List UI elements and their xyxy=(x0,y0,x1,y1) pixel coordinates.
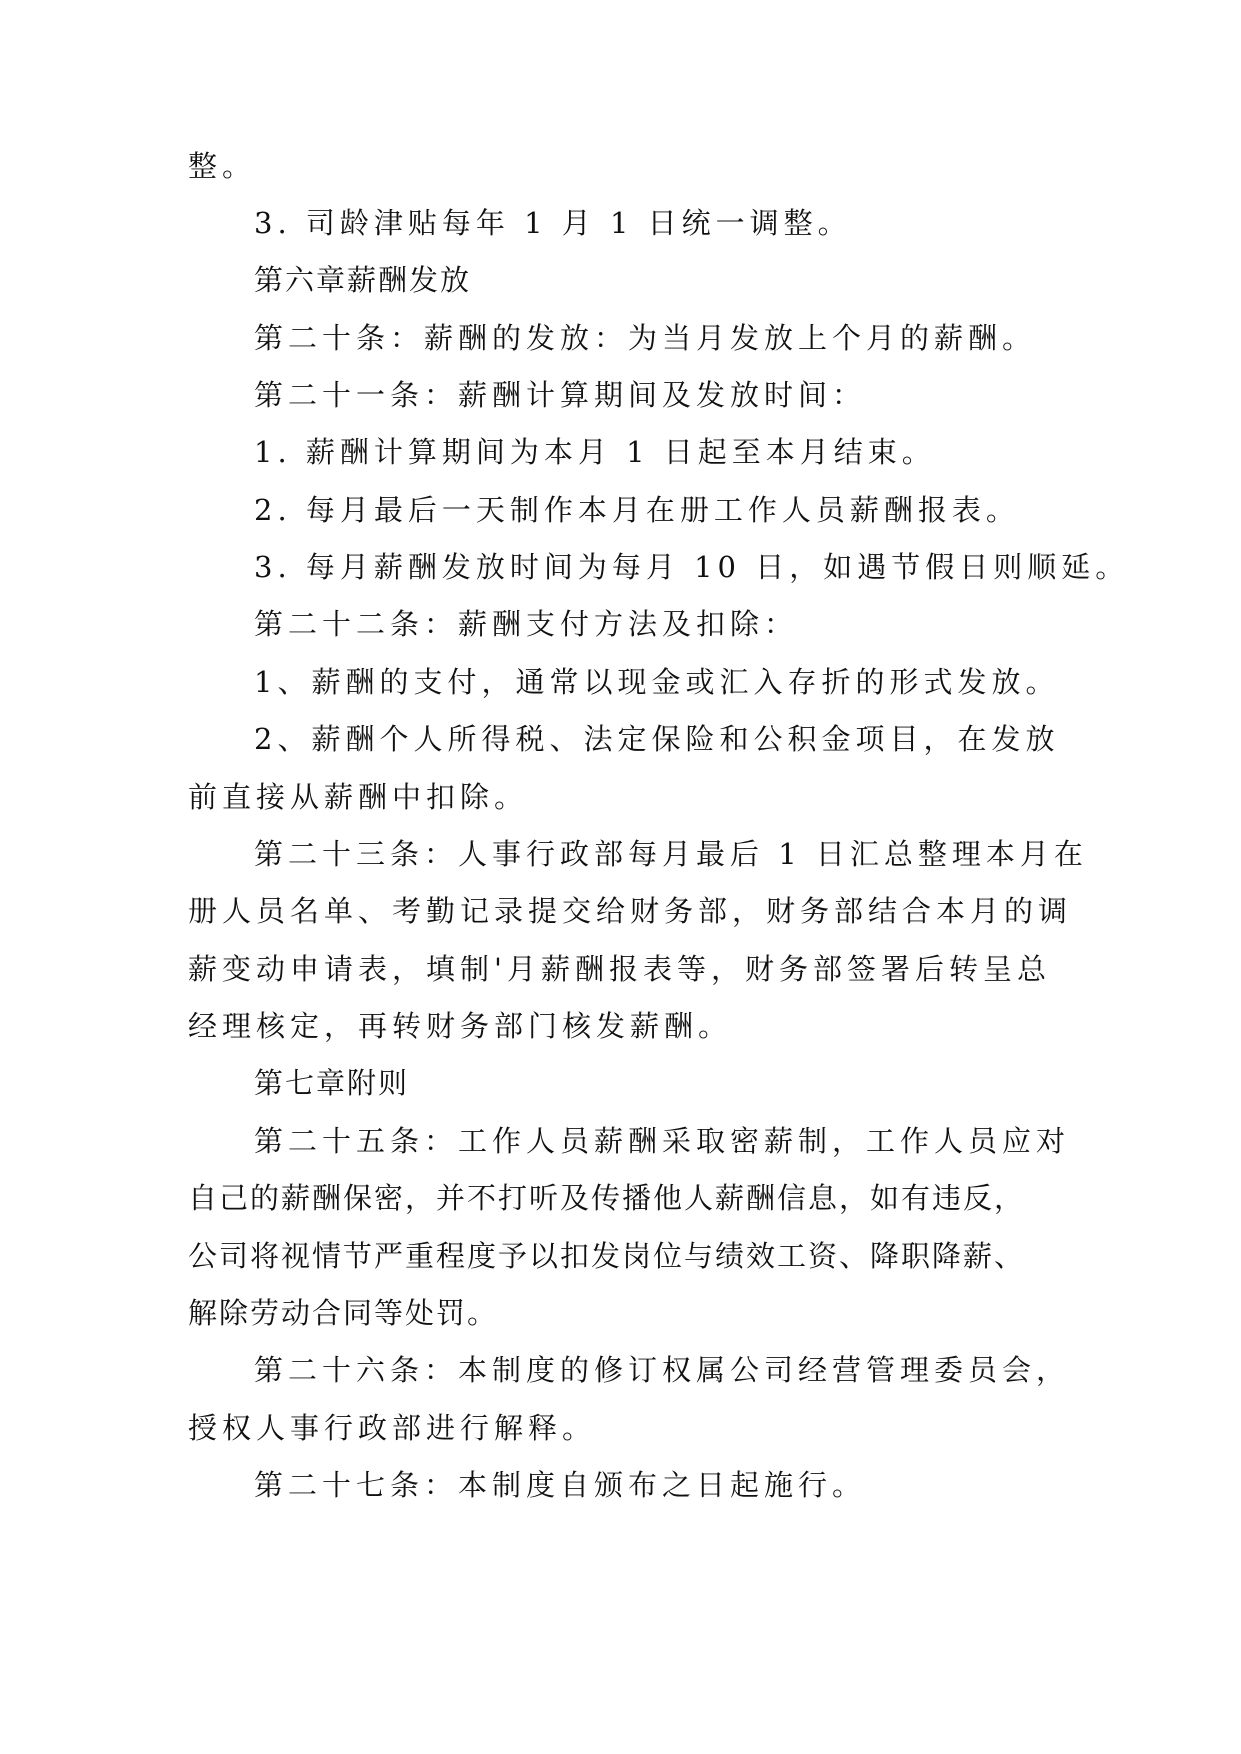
paragraph-line: 3. 每月薪酬发放时间为每月 10 日，如遇节假日则顺延。 xyxy=(254,550,1130,584)
article-line: 第二十七条：本制度自颁布之日起施行。 xyxy=(254,1468,867,1502)
chapter-heading: 第七章附则 xyxy=(254,1066,410,1100)
paragraph-line: 1. 薪酬计算期间为本月 1 日起至本月结束。 xyxy=(254,435,936,469)
paragraph-line: 1、薪酬的支付，通常以现金或汇入存折的形式发放。 xyxy=(254,665,1060,699)
paragraph-line: 薪变动申请表，填制'月薪酬报表等，财务部签署后转呈总 xyxy=(188,952,1051,986)
article-line: 第二十二条：薪酬支付方法及扣除： xyxy=(254,607,799,641)
article-line: 第二十五条：工作人员薪酬采取密薪制，工作人员应对 xyxy=(254,1124,1071,1158)
paragraph-line: 公司将视情节严重程度予以扣发岗位与绩效工资、降职降薪、 xyxy=(188,1239,1026,1273)
paragraph-line: 册人员名单、考勤记录提交给财务部，财务部结合本月的调 xyxy=(188,894,1073,928)
paragraph-line: 解除劳动合同等处罚。 xyxy=(188,1296,499,1330)
paragraph-line: 经理核定，再转财务部门核发薪酬。 xyxy=(188,1009,733,1043)
paragraph-line: 3. 司龄津贴每年 1 月 1 日统一调整。 xyxy=(254,206,852,240)
paragraph-line: 2、薪酬个人所得税、法定保险和公积金项目，在发放 xyxy=(254,722,1060,756)
paragraph-line: 整。 xyxy=(188,149,257,183)
article-line: 第二十一条：薪酬计算期间及发放时间： xyxy=(254,378,867,412)
paragraph-line: 授权人事行政部进行解释。 xyxy=(188,1411,597,1445)
paragraph-line: 前直接从薪酬中扣除。 xyxy=(188,780,529,814)
article-line: 第二十三条：人事行政部每月最后 1 日汇总整理本月在 xyxy=(254,837,1088,871)
chapter-heading: 第六章薪酬发放 xyxy=(254,263,472,297)
paragraph-line: 2. 每月最后一天制作本月在册工作人员薪酬报表。 xyxy=(254,493,1020,527)
article-line: 第二十条：薪酬的发放：为当月发放上个月的薪酬。 xyxy=(254,321,1037,355)
article-line: 第二十六条：本制度的修订权属公司经营管理委员会， xyxy=(254,1353,1071,1387)
paragraph-line: 自己的薪酬保密，并不打听及传播他人薪酬信息，如有违反， xyxy=(188,1181,1026,1215)
